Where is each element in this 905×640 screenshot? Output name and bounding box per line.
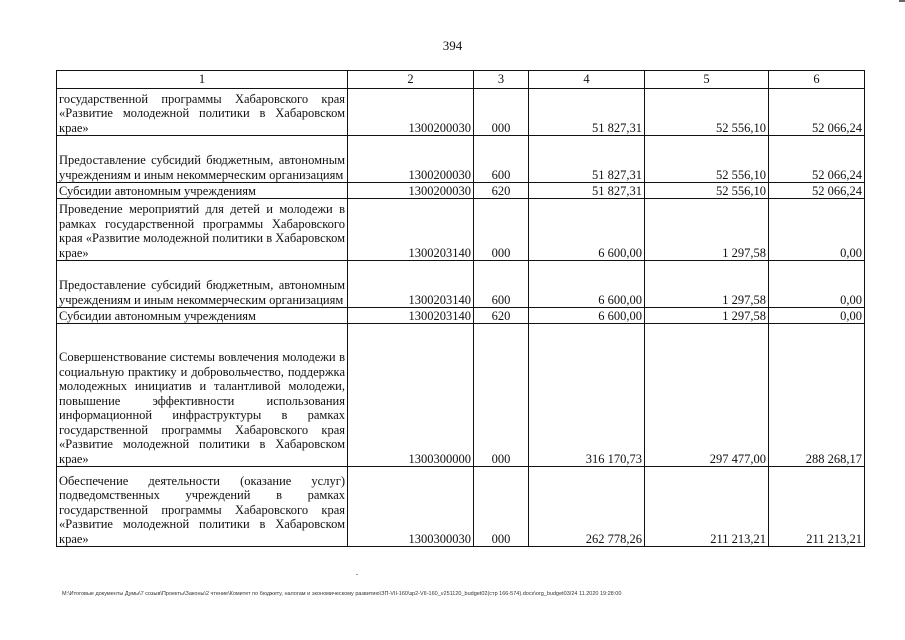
row-value-6: 0,00: [769, 261, 865, 308]
row-value-6: 0,00: [769, 199, 865, 261]
row-value-6: 288 268,17: [769, 324, 865, 467]
table-row: [57, 467, 865, 547]
row-value-6: 211 213,21: [769, 467, 865, 547]
row-value-6: 0,00: [769, 308, 865, 324]
column-header: 4: [529, 71, 645, 89]
row-type: 000: [474, 324, 529, 467]
row-code: 1300203140: [348, 308, 474, 324]
row-type: 620: [474, 308, 529, 324]
row-type: 600: [474, 261, 529, 308]
table-row: [57, 89, 865, 136]
column-header: 6: [769, 71, 865, 89]
row-name: Совершенствование системы вовлечения молодежи в социальную практику и добровольчество, поддержка молодежных инициатив и талантливой молодежи, повышение эффективности использования информационной инфраструктуры в рамках государственной программы Хабаровского края «Развитие молодежной политики в Хабаровском крае»: [57, 324, 348, 467]
row-type: 600: [474, 136, 529, 183]
row-type: 000: [474, 89, 529, 136]
row-code: 1300300030: [348, 467, 474, 547]
row-value-5: 52 556,10: [645, 183, 769, 199]
table-header-row: [57, 71, 865, 89]
row-value-4: 51 827,31: [529, 89, 645, 136]
row-name: Предоставление субсидий бюджетным, автономным учреждениям и иным некоммерческим организациям: [57, 136, 348, 183]
row-value-4: 6 600,00: [529, 261, 645, 308]
row-name: Субсидии автономным учреждениям: [57, 308, 348, 324]
row-code: 1300203140: [348, 261, 474, 308]
row-value-5: 297 477,00: [645, 324, 769, 467]
footer-file-path: M:\Итоговые документы Думы\7 созыв\Проекты\Законы\2 чтение\Комитет по бюджету, налогам и экономическому развитию\ЗП-VII-160\зр2-VII-160_v251120_budget02(стр 166-574).docx\org_budget03/24 11.2020 19:28:00: [62, 591, 622, 597]
budget-table: [56, 70, 865, 547]
column-header: 3: [474, 71, 529, 89]
row-code: 1300300000: [348, 324, 474, 467]
row-name: Предоставление субсидий бюджетным, автономным учреждениям и иным некоммерческим организациям: [57, 261, 348, 308]
row-name: Субсидии автономным учреждениям: [57, 183, 348, 199]
row-value-5: 52 556,10: [645, 136, 769, 183]
row-code: 1300203140: [348, 199, 474, 261]
row-value-4: 262 778,26: [529, 467, 645, 547]
table-row: [57, 199, 865, 261]
row-value-6: 52 066,24: [769, 136, 865, 183]
scan-speck: [356, 574, 358, 575]
row-value-4: 51 827,31: [529, 183, 645, 199]
row-name: Проведение мероприятий для детей и молодежи в рамках государственной программы Хабаровского края «Развитие молодежной политики в Хабаровском крае»: [57, 199, 348, 261]
row-type: 000: [474, 199, 529, 261]
table-row: [57, 183, 865, 199]
row-value-5: 52 556,10: [645, 89, 769, 136]
row-value-5: 1 297,58: [645, 308, 769, 324]
row-value-6: 52 066,24: [769, 183, 865, 199]
table-row: [57, 324, 865, 467]
row-value-4: 316 170,73: [529, 324, 645, 467]
row-value-4: 51 827,31: [529, 136, 645, 183]
column-header: 5: [645, 71, 769, 89]
table-row: [57, 261, 865, 308]
row-value-6: 52 066,24: [769, 89, 865, 136]
row-type: 620: [474, 183, 529, 199]
column-header: 2: [348, 71, 474, 89]
table-row: [57, 308, 865, 324]
row-name: Обеспечение деятельности (оказание услуг) подведомственных учреждений в рамках государственной программы Хабаровского края «Развитие молодежной политики в Хабаровском крае»: [57, 467, 348, 547]
row-value-5: 1 297,58: [645, 261, 769, 308]
row-type: 000: [474, 467, 529, 547]
row-value-4: 6 600,00: [529, 199, 645, 261]
row-code: 1300200030: [348, 136, 474, 183]
row-code: 1300200030: [348, 89, 474, 136]
corner-mark: [899, 0, 905, 2]
row-value-4: 6 600,00: [529, 308, 645, 324]
row-code: 1300200030: [348, 183, 474, 199]
row-name: государственной программы Хабаровского края «Развитие молодежной политики в Хабаровском крае»: [57, 89, 348, 136]
row-value-5: 211 213,21: [645, 467, 769, 547]
row-value-5: 1 297,58: [645, 199, 769, 261]
page-number: 394: [442, 38, 463, 53]
column-header: 1: [57, 71, 348, 89]
table-row: [57, 136, 865, 183]
